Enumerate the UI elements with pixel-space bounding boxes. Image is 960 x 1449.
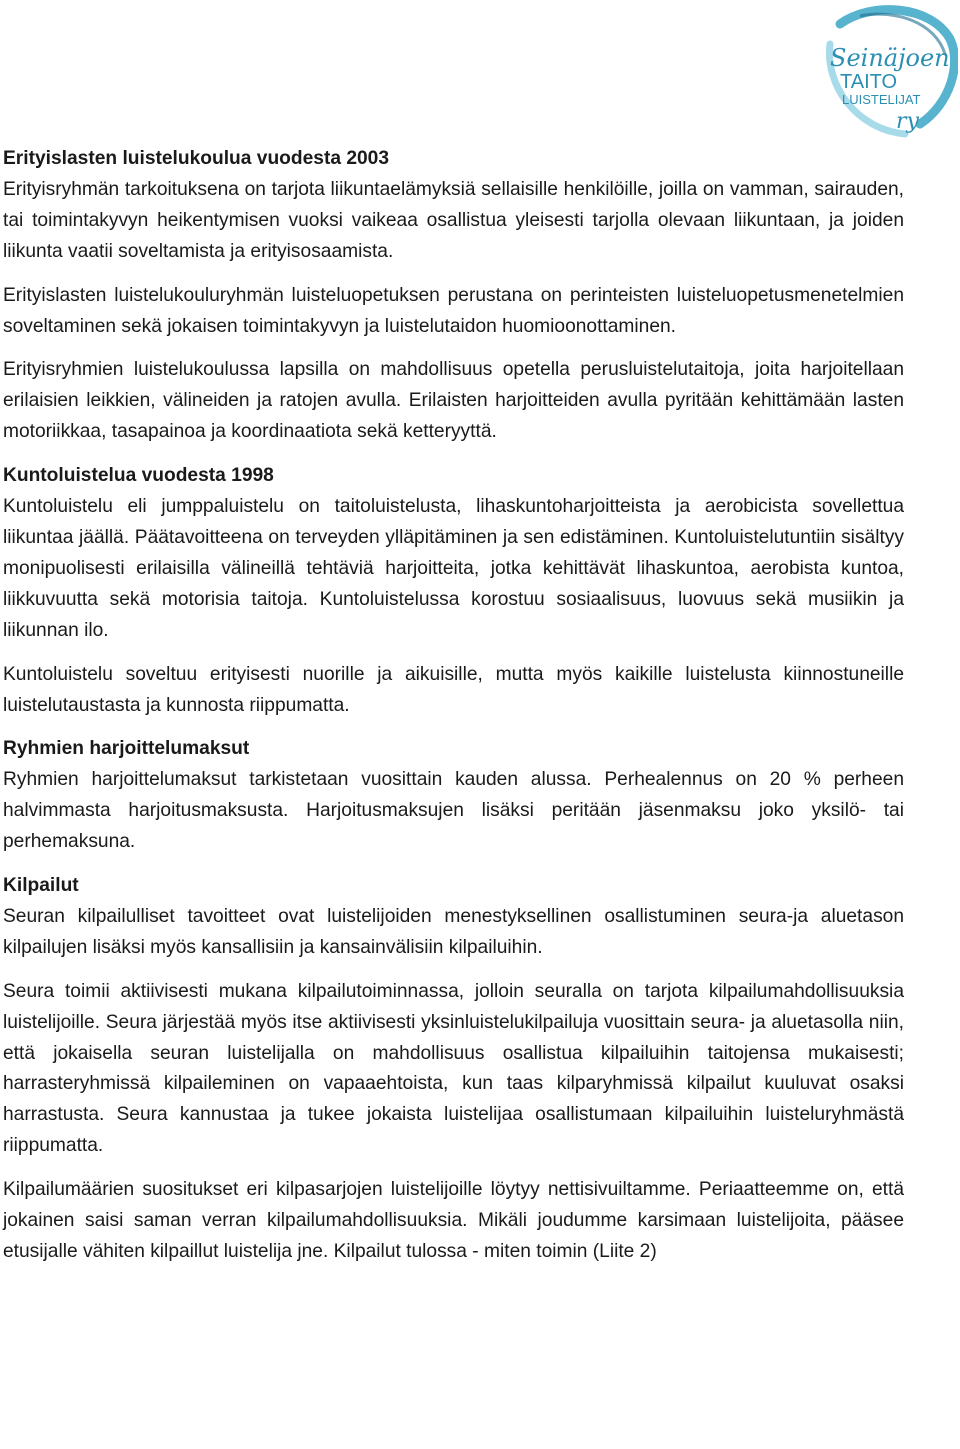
logo-line2: TAITO xyxy=(840,71,898,93)
paragraph: Kuntoluistelu eli jumppaluistelu on taitoluistelusta, lihaskuntoharjoitteista ja aerobicista sovellettua liikuntaa jäällä. Päätavoitteena on terveyden ylläpitäminen ja sen edistäminen. Kuntoluistelutuntiin sisältyy monipuolisesti erilaisilla välineillä tehtäviä harjoitteita, jotka kehittävät lihaskuntoa, aerobista kuntoa, liikkuvuutta sekä motorisia taitoja. Kuntoluistelussa korostuu sosiaalisuus, luovuus sekä musiikin ja liikunnan ilo. xyxy=(3,496,904,641)
paragraph: Erityisryhmän tarkoituksena on tarjota liikuntaelämyksiä sellaisille henkilöille, joilla on vamman, sairauden, tai toimintakyvyn heikentymisen vuoksi vaikeaa osallistua yleisesti tarjolla olevaan liikuntaan, ja joiden liikunta vaatii soveltamista ja erityisosaamista. xyxy=(3,178,904,262)
section-title: Kilpailut xyxy=(3,875,79,897)
club-logo xyxy=(800,4,958,140)
section-paragraph xyxy=(3,977,904,1162)
paragraph: Kuntoluistelu soveltuu erityisesti nuorille ja aikuisille, mutta myös kaikille luistelusta kiinnostuneille luistelutaustasta ja kunnosta riippumatta. xyxy=(3,663,904,716)
paragraph: Seura toimii aktiivisesti mukana kilpailutoiminnassa, jolloin seuralla on tarjota kilpailumahdollisuuksia luistelijoille. Seura järjestää myös itse aktiivisesti yksinluistelukilpailuja vuosittain seura- ja aluetasolla niin, että jokaisella seuran luistelijalla on mahdollisuus osallistua kilpailuihin taitojensa mukaisesti; harrasteryhmissä kilpaileminen on vapaaehtoista, kun taas kilparyhmissä kilpailut kuuluvat osaksi harrastusta. Seura kannustaa ja tukee jokaista luistelijaa osallistumaan kilpailuihin luisteluryhmästä riippumatta. xyxy=(3,980,904,1157)
section-fees xyxy=(3,734,904,858)
section-paragraph xyxy=(3,355,904,448)
logo-line1: Seinäjoen xyxy=(830,44,950,72)
section-paragraph xyxy=(3,281,904,343)
logo-line3: LUISTELIJAT xyxy=(842,92,921,107)
logo-line4: ry xyxy=(896,109,919,134)
document-body xyxy=(3,144,904,1281)
section-special-needs xyxy=(3,144,904,268)
paragraph: Erityislasten luistelukouluryhmän luisteluopetuksen perustana on perinteisten luisteluopetusmenetelmien soveltaminen sekä jokaisen toimintakyvyn ja luistelutaidon huomioonottaminen. xyxy=(3,284,904,337)
section-paragraph xyxy=(3,1175,904,1268)
paragraph: Seuran kilpailulliset tavoitteet ovat luistelijoiden menestyksellinen osallistuminen seura-ja aluetason kilpailujen lisäksi myös kansallisiin ja kansainvälisiin kilpailuihin. xyxy=(3,905,904,958)
paragraph: Kilpailumäärien suositukset eri kilpasarjojen luistelijoille löytyy nettisivuiltamme. Periaatteemme on, että jokainen saisi saman verran kilpailumahdollisuuksia. Mikäli joudumme karsimaan luistelijoita, pääsee etusijalle vähiten kilpaillut luistelija jne. Kilpailut tulossa - miten toimin (Liite 2) xyxy=(3,1179,904,1262)
paragraph: Ryhmien harjoittelumaksut tarkistetaan vuosittain kauden alussa. Perhealennus on 20 % perheen halvimmasta harjoitusmaksusta. Harjoitusmaksujen lisäksi peritään jäsenmaksu joko yksilö- tai perhemaksuna. xyxy=(3,769,904,853)
section-paragraph xyxy=(3,660,904,722)
section-competitions xyxy=(3,871,904,964)
section-title: Ryhmien harjoittelumaksut xyxy=(3,738,250,760)
section-title: Kuntoluistelua vuodesta 1998 xyxy=(3,465,274,487)
paragraph: Erityisryhmien luistelukoulussa lapsilla on mahdollisuus opetella perusluistelutaitoja, joita harjoitellaan erilaisien leikkien, välineiden ja ratojen avulla. Erilaisten harjoitteiden avulla pyritään kehittämään lasten motoriikkaa, tasapainoa ja koordinaatiota sekä ketteryyttä. xyxy=(3,359,904,443)
section-fitness-skating xyxy=(3,461,904,646)
section-title: Erityislasten luistelukoulua vuodesta 2003 xyxy=(3,148,390,169)
